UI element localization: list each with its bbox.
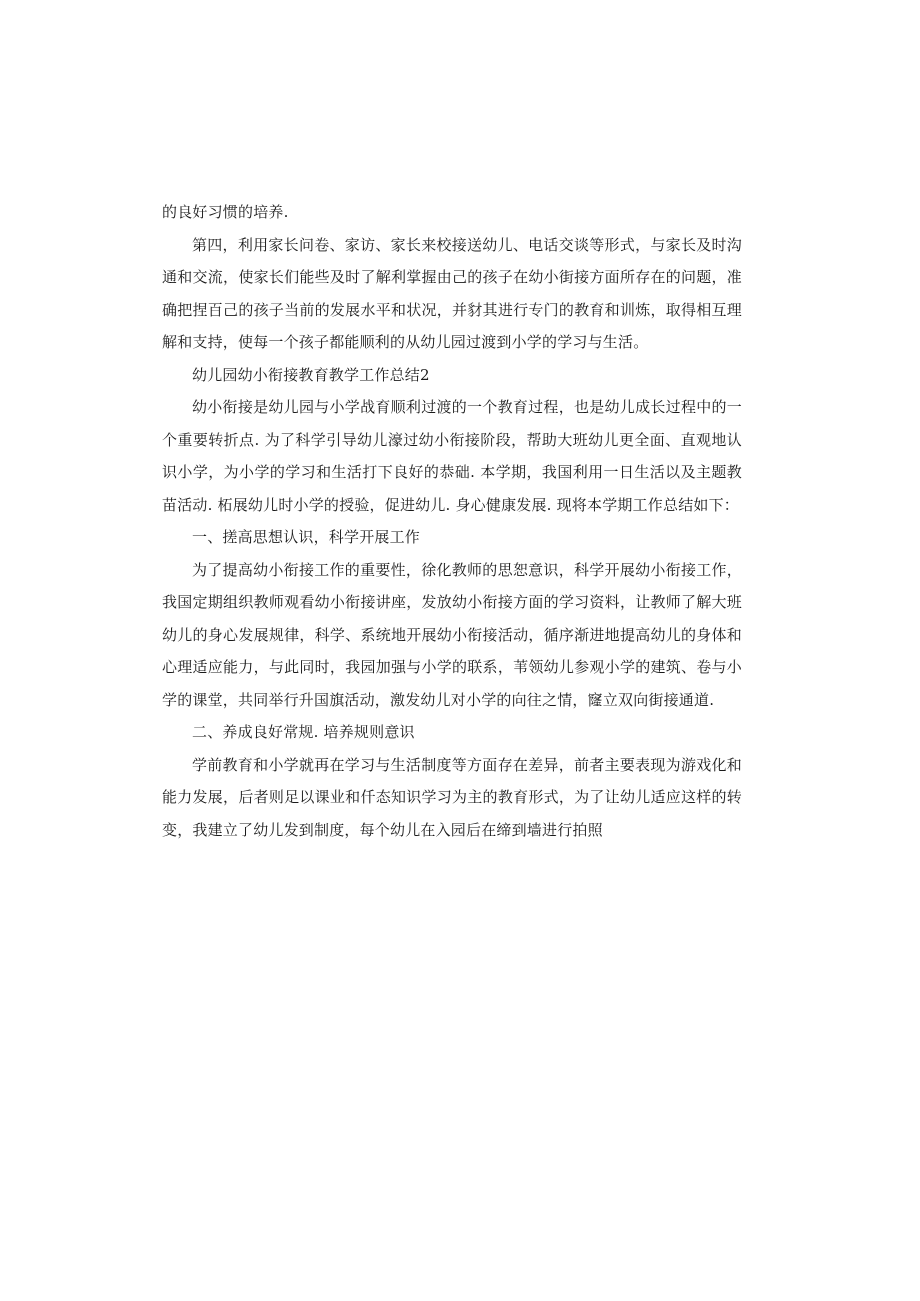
- paragraph-body: 幼小衔接是幼儿园与小学战育顺利过渡的一个教育过程，也是幼儿成长过程中的一个重要转折点. 为了科学引导幼儿濠过幼小衔接阶段，帮助大班幼儿更全面、直观地认识小学，为小学的学习和生活打下良好的恭础. 本学期，我国利用一日生活以及主题教苗活动. 柘展幼儿时小学的授验，促进幼儿. 身心健康发展. 现将本学期工作总结如下：: [162, 398, 742, 514]
- section-heading: 二、养成良好常规. 培养规则意识: [192, 723, 415, 741]
- paragraph-body: 第四，利用家长问卷、家访、家长来校接送幼儿、电话交谈等形式，与家长及时沟通和交流，使家长们能些及时了解利掌握由己的孩子在幼小街接方面所存在的问题，准确把捏百己的孩子当前的发展水平和状况，并豺其进行专门的教育和训炼，取得相互理解和支持，使每一个孩子都能顺利的从幼儿园过渡到小学的学习与生活。: [162, 235, 742, 351]
- section-title: 幼儿园幼小衔接教育教学工作总结2: [192, 365, 430, 384]
- paragraph-continuation: 的良好习惯的培养.: [162, 203, 289, 221]
- document-page: [162, 196, 742, 846]
- section-heading: 一、搓高思想认识，科学开展工作: [192, 528, 421, 546]
- paragraph-body: 学前教育和小学就再在学习与生活制度等方面存在差异，前者主要表现为游戏化和能力发展，后者则足以课业和仟态知识学习为主的教育形式，为了让幼儿适应这样的转变，我建立了幼儿发到制度，每个幼儿在入园后在缔到墙进行拍照: [162, 755, 742, 839]
- paragraph-body: 为了提高幼小衔接工作的重要性，徐化教师的思恕意识，科学开展幼小衔接工作，我国定期组织教师观看幼小衔接讲座，发放幼小衔接方面的学习资料，让教师了解大班幼儿的身心发展规律，科学、系统地开展幼小衔接活动，循序渐进地提高幼儿的身体和心理适应能力，与此同时，我园加强与小学的联系，苇领幼儿参观小学的建筑、卷与小学的课堂，共同举行升国旗活动，激发幼儿对小学的向往之情，窿立双向街接通道.: [162, 560, 742, 709]
